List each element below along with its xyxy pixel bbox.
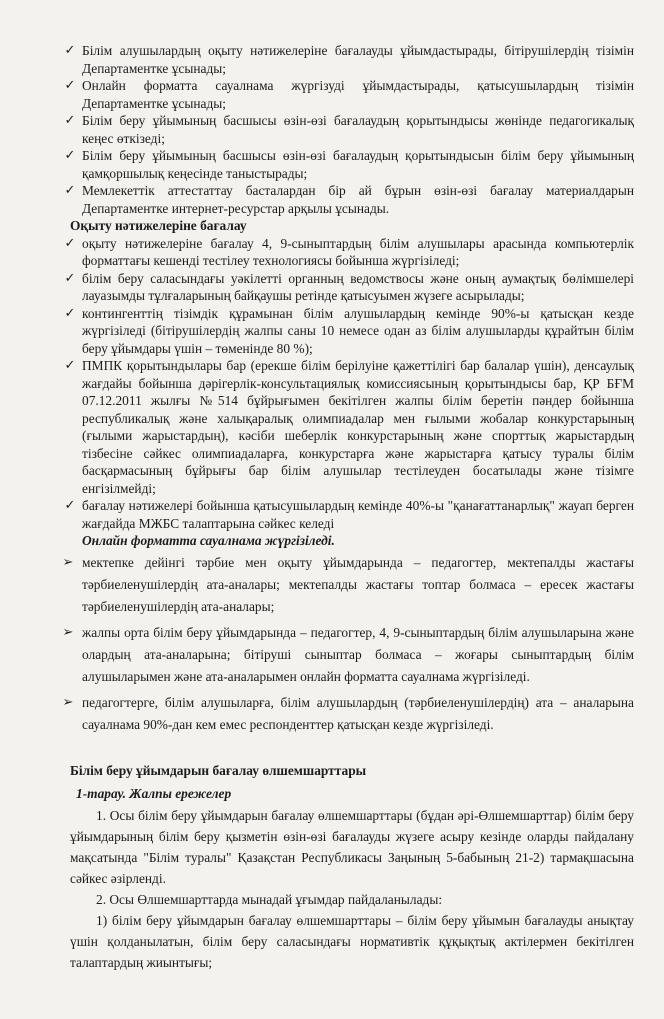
arrow-bullet-icon: ➢ <box>62 554 74 570</box>
section-title: Білім беру ұйымдарын бағалау өлшемшарттары <box>70 762 367 778</box>
list-item-text: жалпы орта білім беру ұйымдарында – педагогтер, 4, 9-сыныптардың білім алушыларына және олардың ата-аналарына; бітіруші сыныптар болмаса – жоғары сыныптардың білім алушыларымен және ата-аналарымен онлайн форматта сауалнама жүргізіледі. <box>82 624 634 684</box>
list-item-text: Білім беру ұйымының басшысы өзін-өзі бағалаудың қорытындысын білім беру ұйымының қамқоршылық кеңесінде таныстырады; <box>82 148 634 181</box>
list-item <box>64 235 634 270</box>
list-item <box>62 622 634 688</box>
chapter-title: 1-тарау. Жалпы ережелер <box>76 786 232 801</box>
list-item-text: Білім алушылардың оқыту нәтижелеріне бағалауды ұйымдастырады, бітірушілердің тізімін Департаментке ұсынады; <box>82 43 634 76</box>
arrow-bullet-icon: ➢ <box>62 694 74 710</box>
check-icon: ✓ <box>64 358 76 373</box>
check-icon: ✓ <box>64 305 76 321</box>
section-heading-online: Онлайн форматта сауалнама жүргізіледі. <box>82 533 335 548</box>
list-item <box>64 77 634 112</box>
list-item-text: оқыту нәтижелеріне бағалау 4, 9-сыныптардың білім алушылары арасында компьютерлік форматтағы кешенді тестілеу технологиясы бойынша жүргізіледі; <box>82 235 634 268</box>
section-heading-results: Оқыту нәтижелеріне бағалау <box>70 218 247 233</box>
paragraph: 1) білім беру ұйымдарын бағалау өлшемшарттары – білім беру ұйымын бағалауды анықтау үшін қолданылатын, білім беру саласындағы нормативтік құқықтық актілермен бекітілген талаптардың жиынтығы; <box>70 912 634 970</box>
list-item <box>64 270 634 305</box>
list-item <box>64 305 634 358</box>
check-icon: ✓ <box>64 43 76 58</box>
check-icon: ✓ <box>64 235 76 251</box>
responsibility-list <box>64 42 634 217</box>
paragraph: 2. Осы Өлшемшарттарда мынадай ұғымдар пайдаланылады: <box>96 891 443 907</box>
list-item <box>64 112 634 147</box>
check-icon: ✓ <box>64 148 76 163</box>
list-item <box>62 552 634 618</box>
list-item-text: контингенттің тізімдік құрамынан білім алушылардың кемінде 90%-ы қатысқан кезде жүргізіледі (бітірушілердің жалпы саны 10 немесе одан аз білім алушыларды құрайтын білім беру ұйымдары үшін – төменінде 80 %); <box>82 305 634 356</box>
list-item <box>64 357 634 497</box>
list-item-text: білім беру саласындағы уәкілетті органның ведомствосы және оның аумақтық бөлімшелері лауазымды тұлғаларының байқаушы ретінде қатысуымен жүзеге асырылады; <box>82 270 634 303</box>
list-item-text: педагогтерге, білім алушыларға, білім алушылардың (тәрбиеленушілердің) ата – аналарына сауалнама 90%-дан кем емес респонденттер қатысқан кезде жүргізіледі. <box>82 694 634 732</box>
check-icon: ✓ <box>64 498 76 513</box>
list-item-text: Мемлекеттік аттестаттау басталардан бір ай бұрын өзін-өзі бағалау материалдарын Департаментке интернет-ресурстар арқылы ұсынады. <box>82 183 634 216</box>
list-item <box>64 497 634 532</box>
survey-list <box>62 552 634 736</box>
paragraph: 1. Осы білім беру ұйымдарын бағалау өлшемшарттары (бұдан әрі-Өлшемшарттар) білім беру ұйымдарының білім беру қызметін өзін-өзі бағалауды жүзеге асыру кезінде оларды пайдалану мақсатында "Білім туралы" Қазақстан Республикасы Заңының 5-бабының 21-2) тармақшасына сәйкес әзірленді. <box>70 807 634 886</box>
check-icon: ✓ <box>64 183 76 198</box>
check-icon: ✓ <box>64 270 76 286</box>
list-item <box>62 692 634 736</box>
results-list <box>64 235 634 533</box>
list-item-text: Онлайн форматта сауалнама жүргізуді ұйымдастырады, қатысушылардың тізімін Департаментке ұсынады; <box>82 78 634 111</box>
list-item-text: бағалау нәтижелері бойынша қатысушылардың кемінде 40%-ы "қанағаттанарлық" жауап берген жағдайда МЖБС талаптарына сәйкес келеді <box>82 498 634 531</box>
list-item-text: ПМПК қорытындылары бар (ерекше білім берілуіне қажеттілігі бар балалар үшін), денсаулық жағдайы бойынша дәрігерлік-консультациялық комиссиясының қорытындысы бар, ҚР БҒМ 07.12.2011 жылғы №514 бұйрығымен бекітілген жалпы білім беретін пәндер бойынша республикалық және халықаралық олимпиадалар мен ғылыми жобалар конкурстарының (ғылыми жарыстардың), кәсіби шеберлік конкурстарының және спорттық жарыстардың тізбесіне сәйкес олимпиадаларға, конкурстарға және жарыстарға қатысу туралы білім басқармасының бұйрығы бар білім алушылар тестілеуден босатылады және тізімге енгізілмейді; <box>82 358 634 496</box>
list-item <box>64 42 634 77</box>
list-item-text: Білім беру ұйымының басшысы өзін-өзі бағалаудың қорытындысы жөнінде педагогикалық кеңес өткізеді; <box>82 113 634 146</box>
check-icon: ✓ <box>64 113 76 128</box>
check-icon: ✓ <box>64 78 76 93</box>
arrow-bullet-icon: ➢ <box>62 624 74 640</box>
list-item <box>64 182 634 217</box>
list-item <box>64 147 634 182</box>
list-item-text: мектепке дейінгі тәрбие мен оқыту ұйымдарында – педагогтер, мектепалды жастағы тәрбиеленушілердің ата-аналары; мектепалды жастағы топтар болмаса – ересек жастағы тәрбиеленушілердің ата-аналары; <box>82 554 634 614</box>
